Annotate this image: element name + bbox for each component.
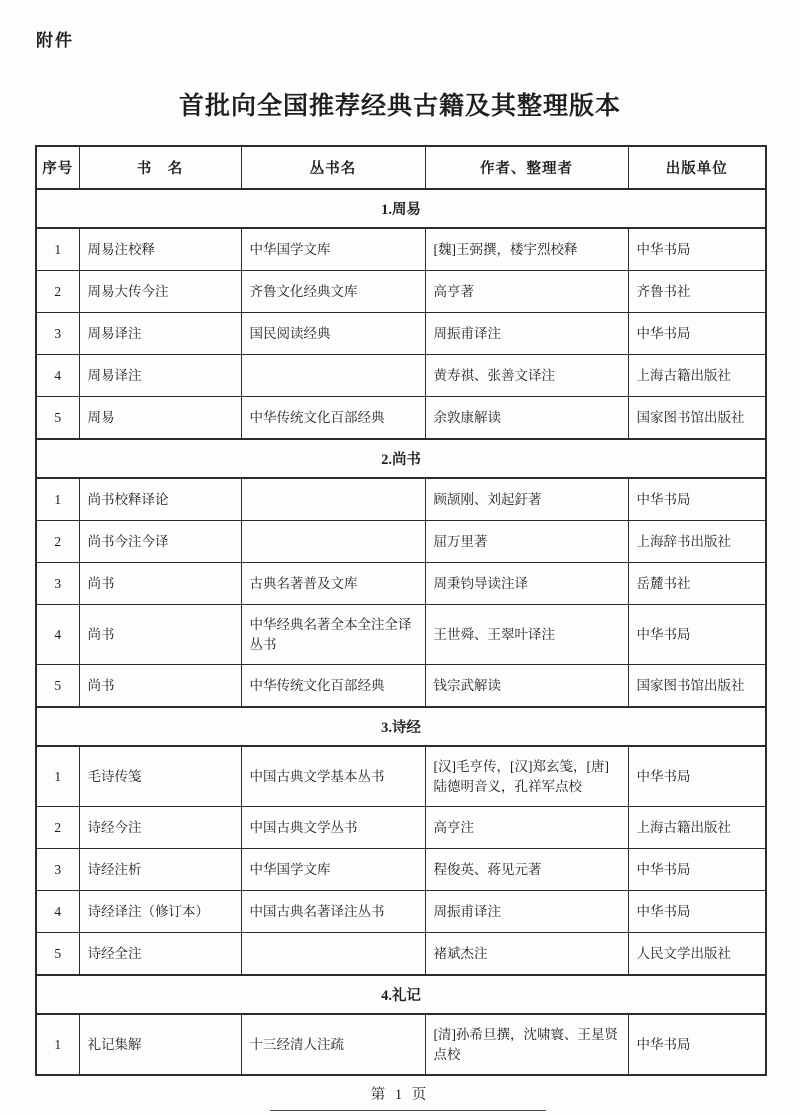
book-name-cell: 周易译注: [79, 313, 241, 355]
author-cell: [魏]王弼撰，楼宇烈校释: [425, 228, 628, 271]
book-name-cell: 周易译注: [79, 355, 241, 397]
series-name-cell: [241, 933, 425, 976]
series-name-cell: 中国古典文学丛书: [241, 807, 425, 849]
book-name-cell: 诗经全注: [79, 933, 241, 976]
author-cell: 高亨注: [425, 807, 628, 849]
series-name-cell: 中华国学文库: [241, 849, 425, 891]
author-cell: 褚斌杰注: [425, 933, 628, 976]
book-name-cell: 诗经译注（修订本）: [79, 891, 241, 933]
col-header-author: 作者、整理者: [425, 146, 628, 189]
book-name-cell: 周易: [79, 397, 241, 440]
books-table: [35, 145, 767, 1076]
table-row: [36, 563, 766, 605]
series-name-cell: 中华传统文化百部经典: [241, 665, 425, 708]
row-number-cell: 1: [36, 1014, 79, 1075]
table-row: [36, 397, 766, 440]
book-name-cell: 尚书: [79, 605, 241, 665]
publisher-cell: 中华书局: [628, 746, 766, 807]
table-row: [36, 605, 766, 665]
table-row: [36, 271, 766, 313]
col-header-book: 书 名: [79, 146, 241, 189]
col-header-index: 序号: [36, 146, 79, 189]
table-row: [36, 521, 766, 563]
series-name-cell: 中华传统文化百部经典: [241, 397, 425, 440]
publisher-cell: 国家图书馆出版社: [628, 397, 766, 440]
table-row: [36, 228, 766, 271]
table-row: [36, 313, 766, 355]
author-cell: 王世舜、王翠叶译注: [425, 605, 628, 665]
series-name-cell: 中华国学文库: [241, 228, 425, 271]
author-cell: [汉]毛亨传，[汉]郑玄笺，[唐]陆德明音义，孔祥军点校: [425, 746, 628, 807]
publisher-cell: 中华书局: [628, 605, 766, 665]
row-number-cell: 5: [36, 665, 79, 708]
author-cell: 周振甫译注: [425, 891, 628, 933]
table-row: [36, 478, 766, 521]
book-name-cell: 诗经注析: [79, 849, 241, 891]
book-name-cell: 尚书: [79, 563, 241, 605]
series-name-cell: 古典名著普及文库: [241, 563, 425, 605]
book-name-cell: 周易大传今注: [79, 271, 241, 313]
author-cell: 周振甫译注: [425, 313, 628, 355]
section-header: 1.周易: [36, 189, 766, 228]
author-cell: 屈万里著: [425, 521, 628, 563]
table-row: [36, 807, 766, 849]
row-number-cell: 4: [36, 891, 79, 933]
row-number-cell: 1: [36, 228, 79, 271]
book-name-cell: 诗经今注: [79, 807, 241, 849]
section-header: 4.礼记: [36, 975, 766, 1014]
series-name-cell: [241, 355, 425, 397]
publisher-cell: 中华书局: [628, 891, 766, 933]
book-name-cell: 周易注校释: [79, 228, 241, 271]
table-row: [36, 746, 766, 807]
row-number-cell: 4: [36, 605, 79, 665]
row-number-cell: 5: [36, 397, 79, 440]
row-number-cell: 4: [36, 355, 79, 397]
row-number-cell: 2: [36, 521, 79, 563]
table-row: [36, 933, 766, 976]
publisher-cell: 上海古籍出版社: [628, 355, 766, 397]
book-name-cell: 礼记集解: [79, 1014, 241, 1075]
row-number-cell: 1: [36, 478, 79, 521]
publisher-cell: 中华书局: [628, 228, 766, 271]
book-name-cell: 尚书校释译论: [79, 478, 241, 521]
author-cell: 钱宗武解读: [425, 665, 628, 708]
publisher-cell: 上海古籍出版社: [628, 807, 766, 849]
table-row: [36, 891, 766, 933]
series-name-cell: 中华经典名著全本全注全译丛书: [241, 605, 425, 665]
page-number: 第 1 页: [370, 1087, 430, 1103]
col-header-series: 丛书名: [241, 146, 425, 189]
page-title: 首批向全国推荐经典古籍及其整理版本: [178, 93, 621, 120]
author-cell: 高亨著: [425, 271, 628, 313]
series-name-cell: [241, 521, 425, 563]
table-row: [36, 1014, 766, 1075]
author-cell: 程俊英、蒋见元著: [425, 849, 628, 891]
publisher-cell: 国家图书馆出版社: [628, 665, 766, 708]
section-row: [36, 439, 766, 478]
section-header: 3.诗经: [36, 707, 766, 746]
table-body: [36, 189, 766, 1075]
row-number-cell: 5: [36, 933, 79, 976]
author-cell: 顾颉刚、刘起釪著: [425, 478, 628, 521]
section-row: [36, 975, 766, 1014]
series-name-cell: [241, 478, 425, 521]
publisher-cell: 人民文学出版社: [628, 933, 766, 976]
series-name-cell: 齐鲁文化经典文库: [241, 271, 425, 313]
table-header-row: [36, 146, 766, 189]
book-name-cell: 毛诗传笺: [79, 746, 241, 807]
publisher-cell: 中华书局: [628, 478, 766, 521]
series-name-cell: 中国古典文学基本丛书: [241, 746, 425, 807]
publisher-cell: 齐鲁书社: [628, 271, 766, 313]
table-row: [36, 849, 766, 891]
section-header: 2.尚书: [36, 439, 766, 478]
author-cell: 余敦康解读: [425, 397, 628, 440]
row-number-cell: 3: [36, 849, 79, 891]
author-cell: 周秉钧导读注译: [425, 563, 628, 605]
series-name-cell: 十三经清人注疏: [241, 1014, 425, 1075]
row-number-cell: 1: [36, 746, 79, 807]
book-name-cell: 尚书今注今译: [79, 521, 241, 563]
row-number-cell: 2: [36, 271, 79, 313]
table-row: [36, 355, 766, 397]
author-cell: 黄寿祺、张善文译注: [425, 355, 628, 397]
publisher-cell: 中华书局: [628, 1014, 766, 1075]
section-row: [36, 707, 766, 746]
row-number-cell: 2: [36, 807, 79, 849]
section-row: [36, 189, 766, 228]
publisher-cell: 中华书局: [628, 313, 766, 355]
series-name-cell: 国民阅读经典: [241, 313, 425, 355]
publisher-cell: 岳麓书社: [628, 563, 766, 605]
row-number-cell: 3: [36, 313, 79, 355]
attachment-label: 附件: [36, 31, 74, 50]
series-name-cell: 中国古典名著译注丛书: [241, 891, 425, 933]
author-cell: [清]孙希旦撰，沈啸寰、王星贤点校: [425, 1014, 628, 1075]
row-number-cell: 3: [36, 563, 79, 605]
col-header-publisher: 出版单位: [628, 146, 766, 189]
publisher-cell: 上海辞书出版社: [628, 521, 766, 563]
book-name-cell: 尚书: [79, 665, 241, 708]
publisher-cell: 中华书局: [628, 849, 766, 891]
table-row: [36, 665, 766, 708]
bottom-separator-line: [270, 1110, 546, 1111]
